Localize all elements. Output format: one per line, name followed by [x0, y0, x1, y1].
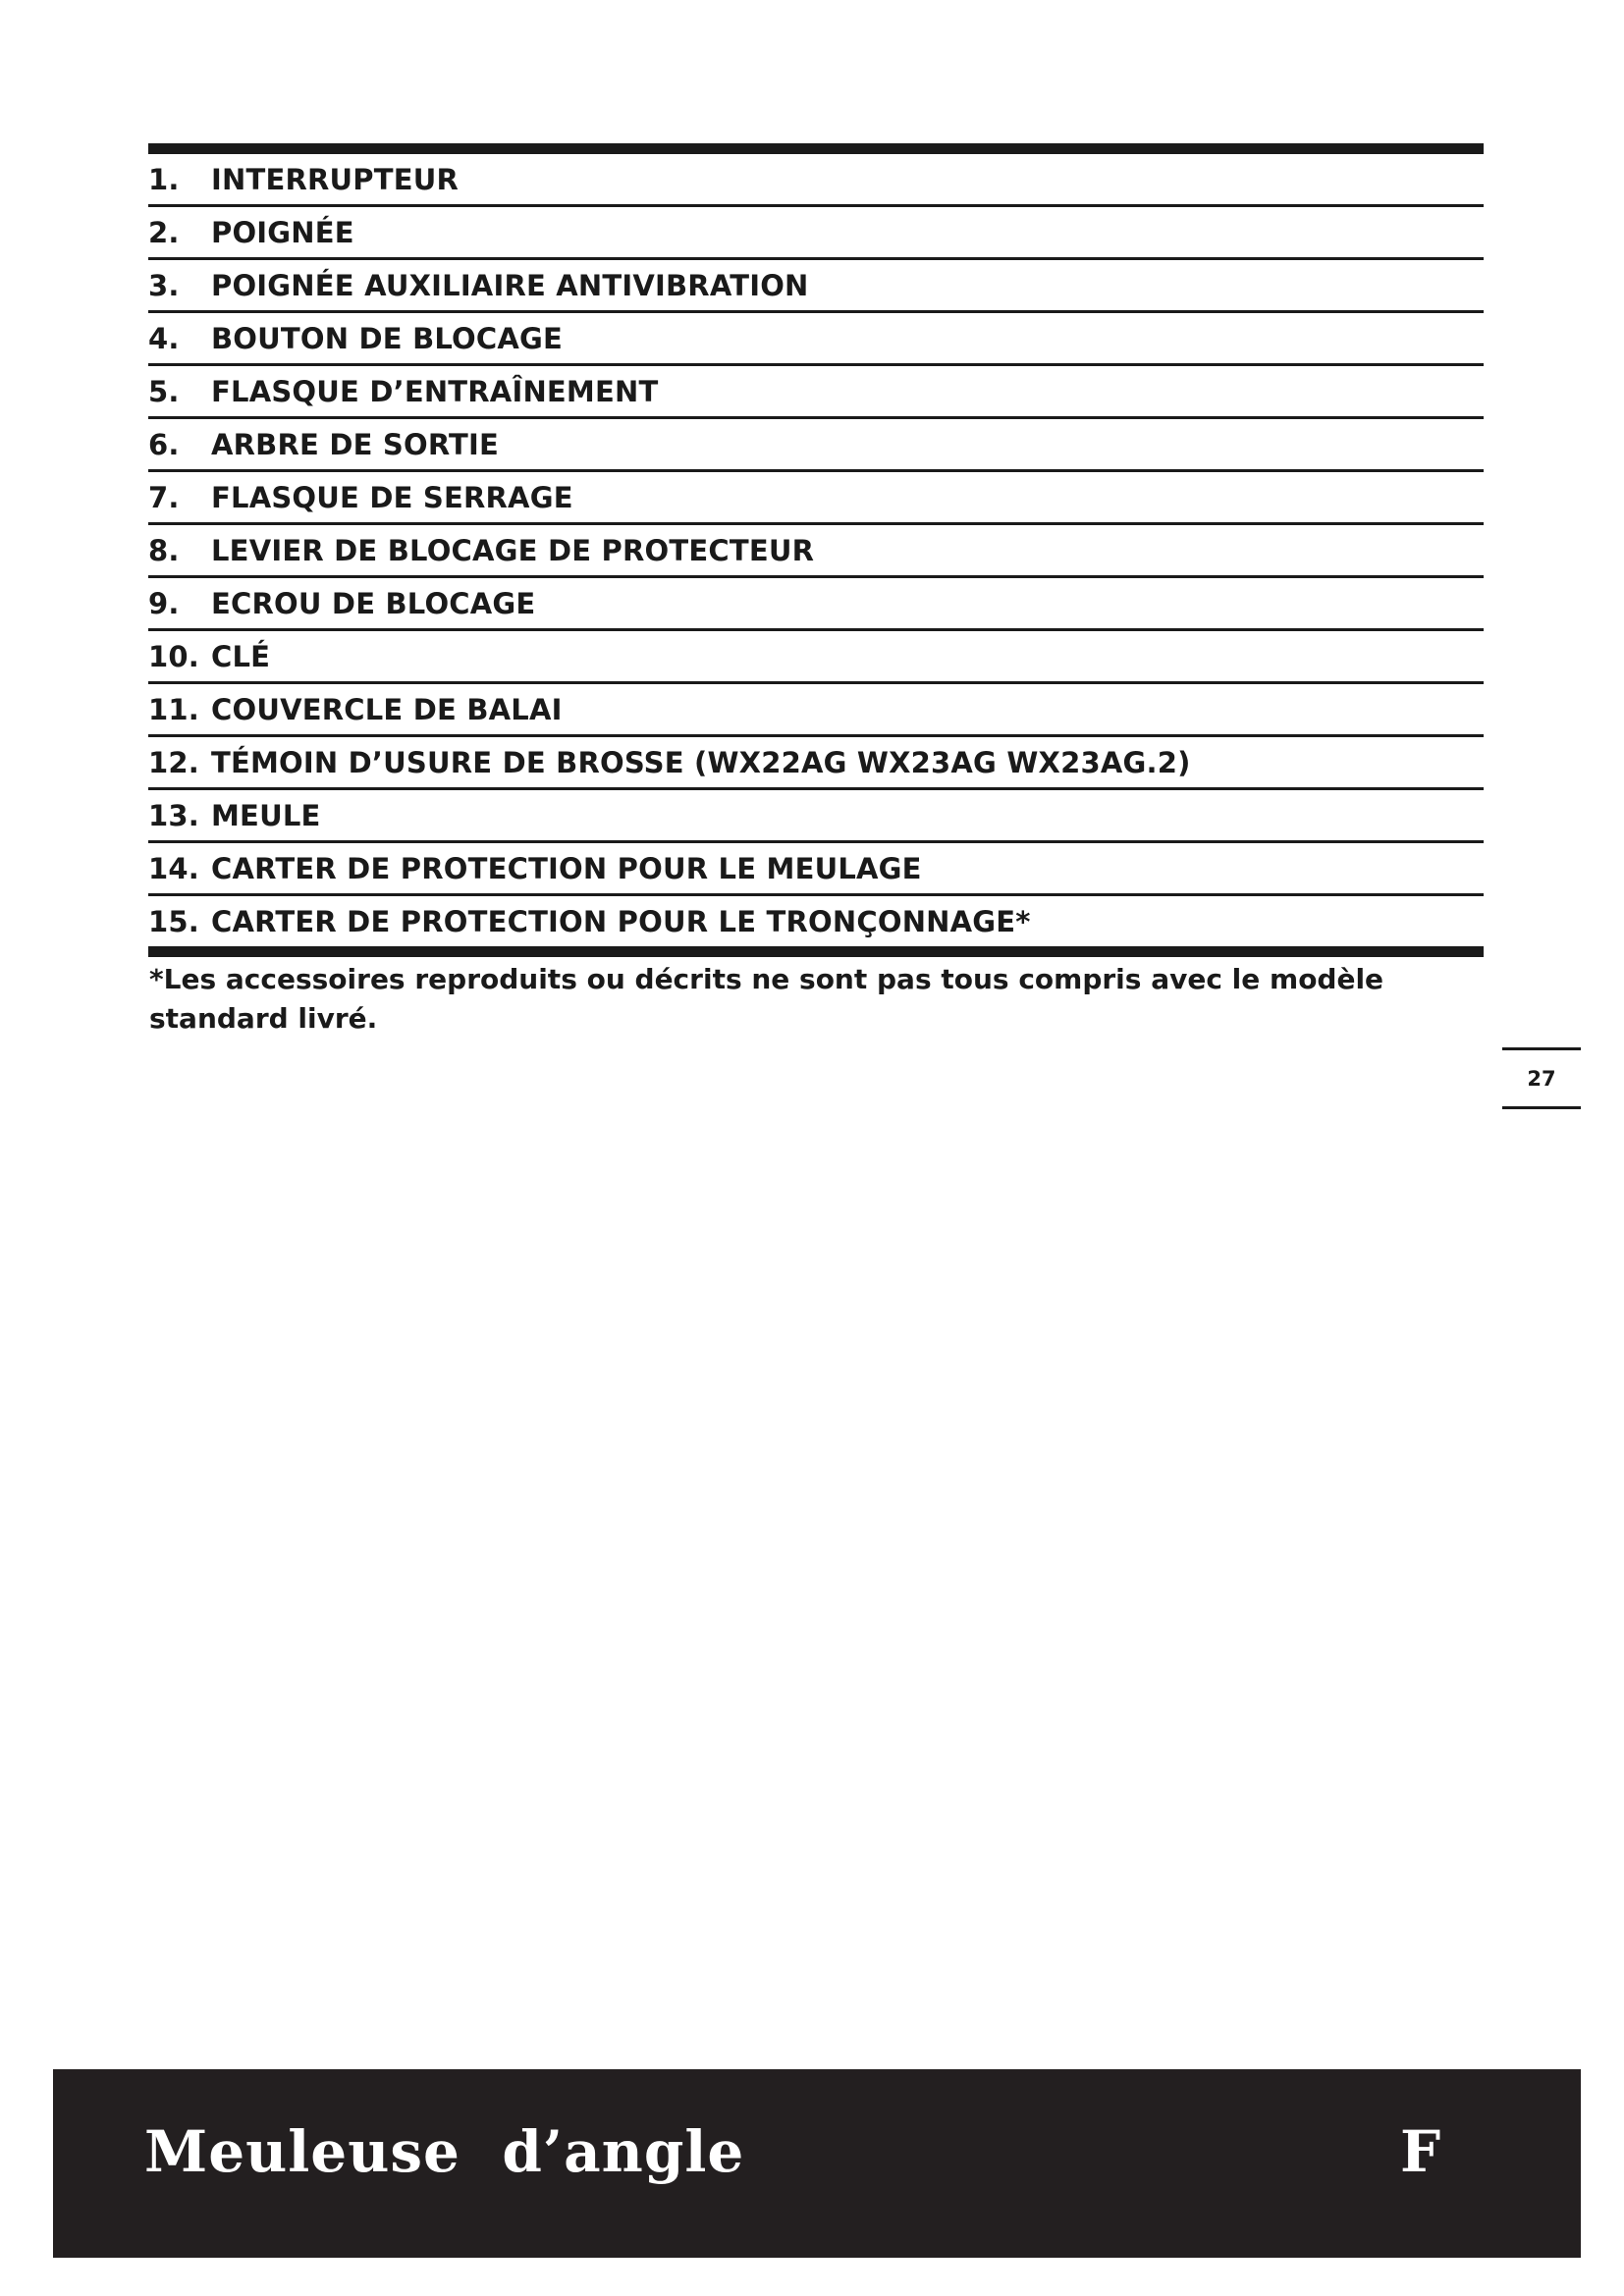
parts-list-item: [148, 260, 1484, 313]
parts-item-number: 15.: [148, 904, 199, 938]
parts-item-number: 14.: [148, 851, 199, 885]
parts-list-item: [148, 896, 1484, 946]
parts-item-label: MEULE: [211, 798, 321, 832]
parts-list-item: [148, 631, 1484, 684]
parts-item-label: INTERRUPTEUR: [211, 162, 459, 196]
parts-list-item: [148, 578, 1484, 631]
parts-item-label: COUVERCLE DE BALAI: [211, 692, 563, 726]
parts-list-item: [148, 472, 1484, 525]
parts-item-label: ARBRE DE SORTIE: [211, 427, 500, 461]
parts-list-item: [148, 154, 1484, 207]
parts-item-number: 1.: [148, 162, 180, 196]
parts-item-number: 6.: [148, 427, 180, 461]
parts-list-item: [148, 313, 1484, 366]
page-number-text: 27: [1527, 1066, 1556, 1091]
parts-item-label: ECROU DE BLOCAGE: [211, 586, 536, 620]
document-title: Meuleuse d’angle: [144, 2118, 745, 2185]
parts-list: [148, 143, 1484, 957]
parts-list-item: [148, 207, 1484, 260]
language-code: F: [1400, 2118, 1441, 2185]
page-number: [1502, 1047, 1581, 1109]
parts-item-label: BOUTON DE BLOCAGE: [211, 321, 564, 355]
parts-item-label: POIGNÉE AUXILIAIRE ANTIVIBRATION: [211, 268, 809, 302]
parts-list-item: [148, 419, 1484, 472]
parts-item-number: 2.: [148, 215, 180, 249]
parts-item-label: CARTER DE PROTECTION POUR LE MEULAGE: [211, 851, 922, 885]
parts-item-number: 7.: [148, 480, 180, 514]
parts-item-label: CLÉ: [211, 639, 271, 673]
parts-item-number: 3.: [148, 268, 180, 302]
parts-item-label: TÉMOIN D’USURE DE BROSSE (WX22AG WX23AG WX23AG.2): [211, 745, 1191, 779]
parts-item-number: 10.: [148, 639, 199, 673]
parts-item-label: FLASQUE DE SERRAGE: [211, 480, 573, 514]
parts-list-item: [148, 366, 1484, 419]
parts-item-number: 4.: [148, 321, 180, 355]
parts-list-item: [148, 737, 1484, 790]
parts-item-label: CARTER DE PROTECTION POUR LE TRONÇONNAGE*: [211, 904, 1031, 938]
parts-item-number: 5.: [148, 374, 180, 408]
accessories-footnote: *Les accessoires reproduits ou décrits ne sont pas tous compris avec le modèle standard livré.: [149, 963, 1384, 1035]
parts-item-number: 9.: [148, 586, 180, 620]
parts-item-number: 12.: [148, 745, 199, 779]
parts-list-item: [148, 843, 1484, 896]
parts-item-number: 8.: [148, 533, 180, 567]
footer-band: [53, 2069, 1581, 2258]
parts-list-item: [148, 684, 1484, 737]
parts-item-label: FLASQUE D’ENTRAÎNEMENT: [211, 374, 659, 408]
parts-list-item: [148, 525, 1484, 578]
parts-item-label: POIGNÉE: [211, 215, 354, 249]
parts-item-label: LEVIER DE BLOCAGE DE PROTECTEUR: [211, 533, 815, 567]
parts-list-item: [148, 790, 1484, 843]
parts-item-number: 13.: [148, 798, 199, 832]
parts-item-number: 11.: [148, 692, 199, 726]
